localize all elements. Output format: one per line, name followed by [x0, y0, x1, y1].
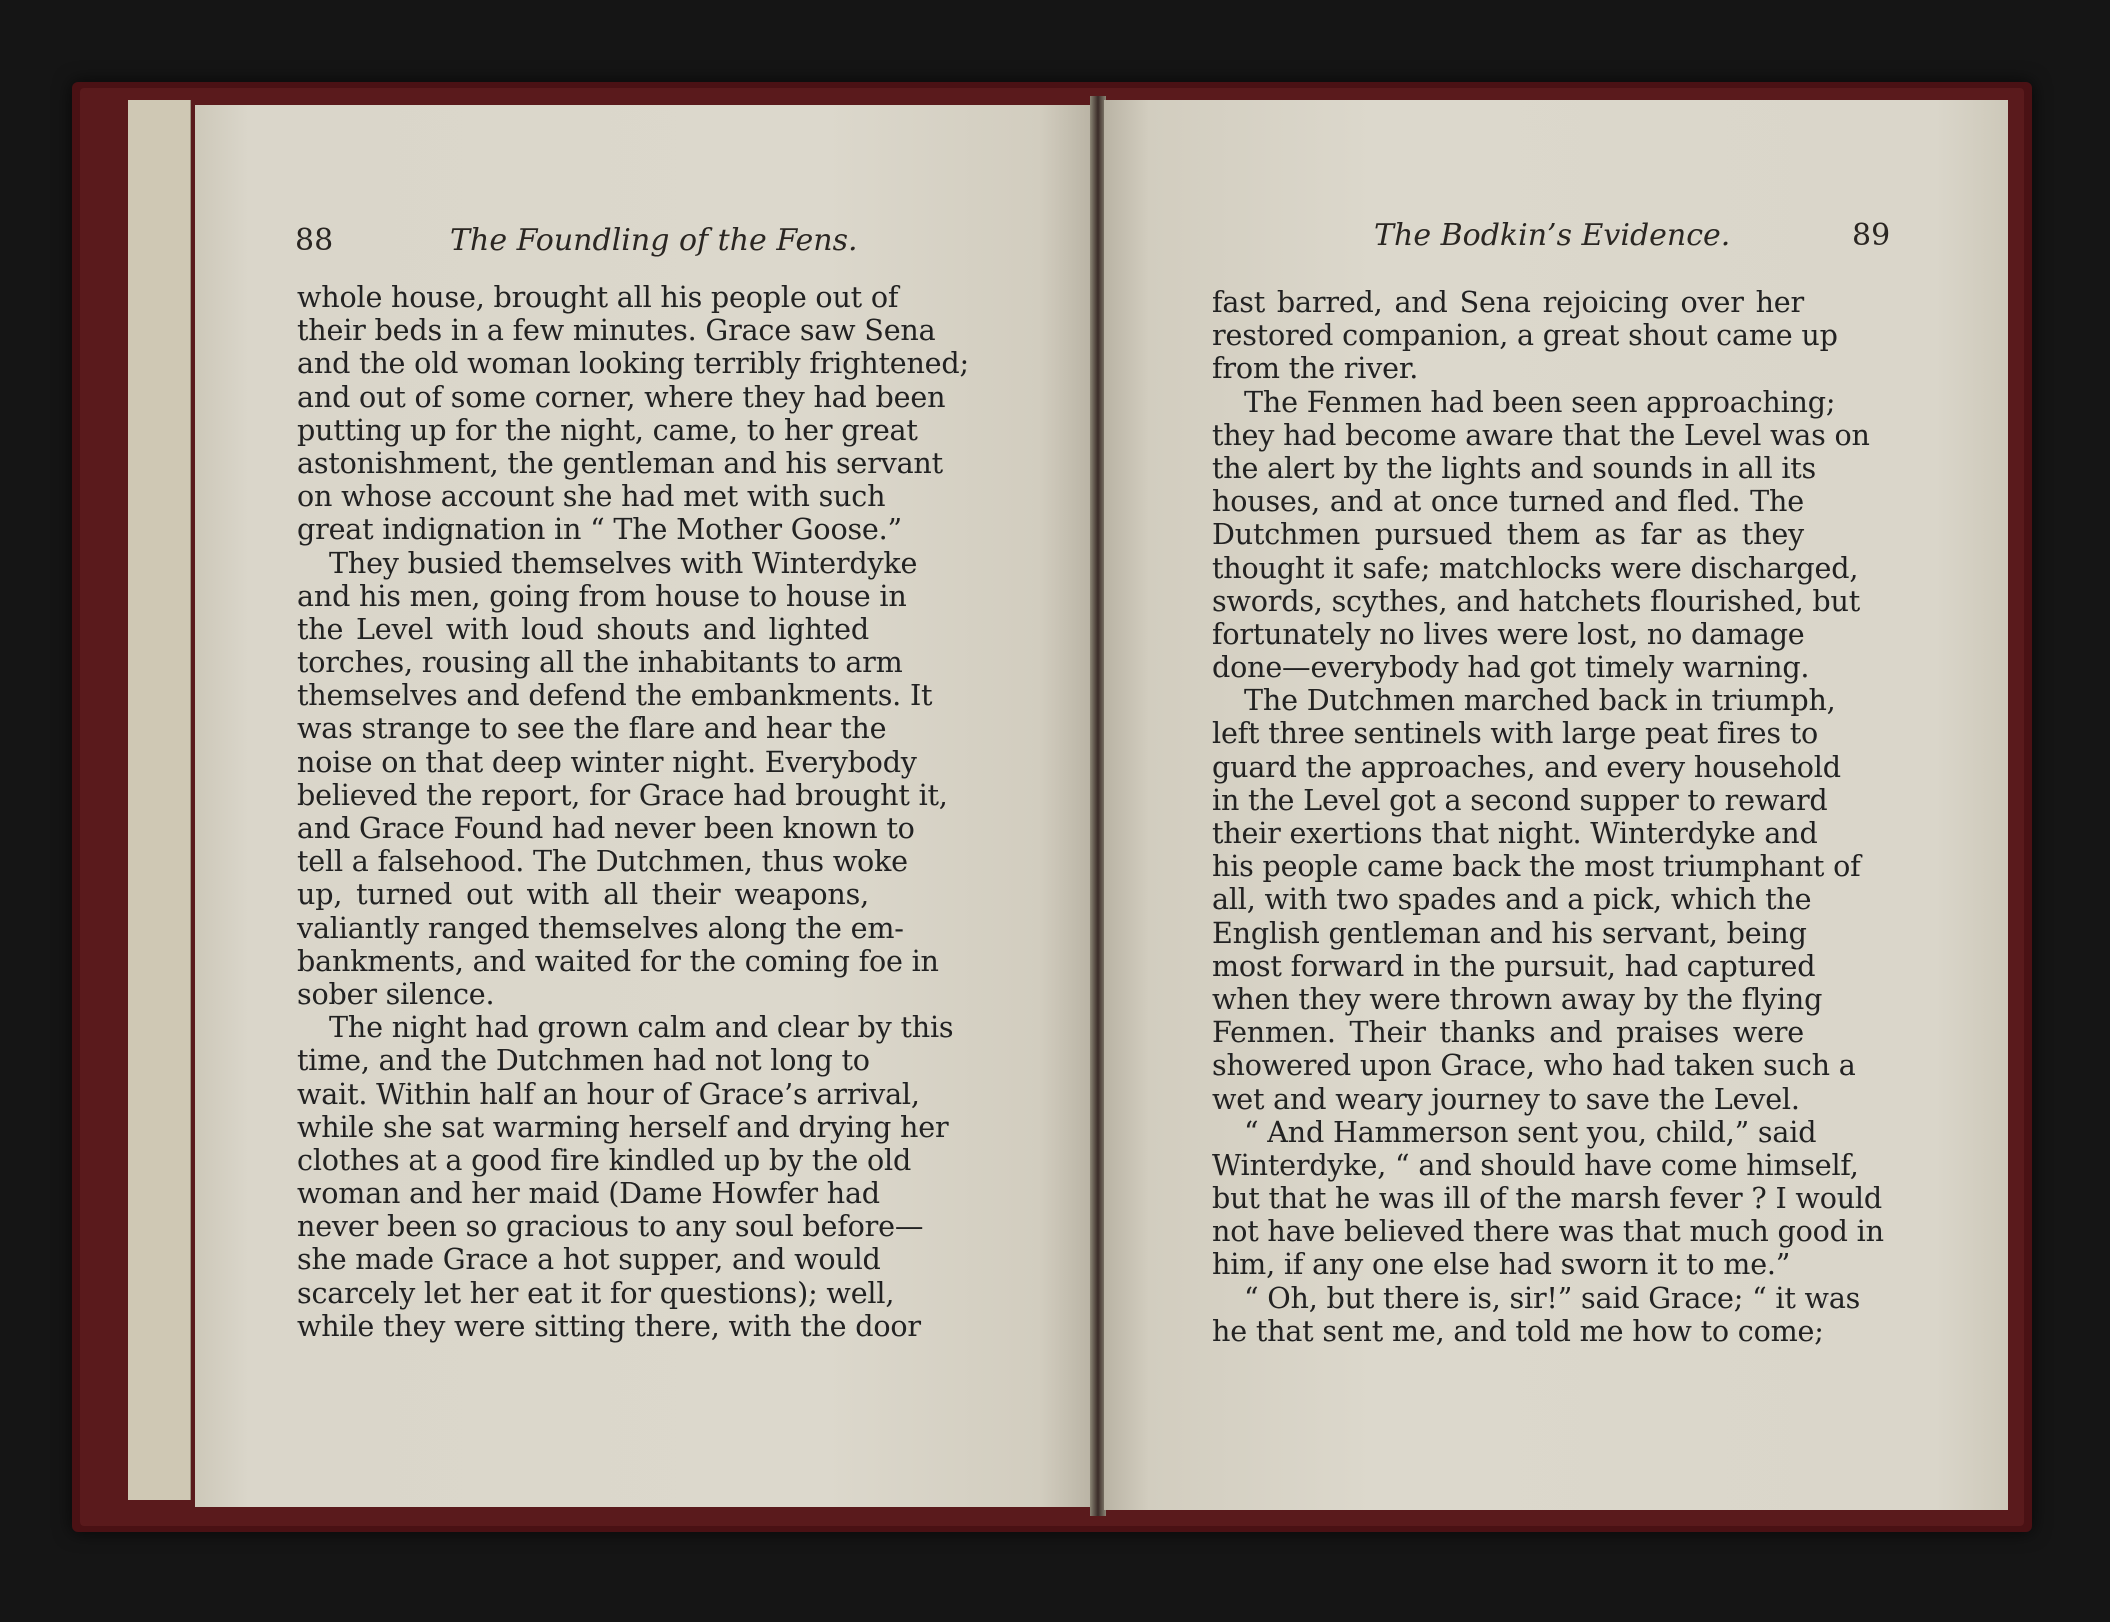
- text-line: The Dutchmen marched back in triumph,: [1244, 683, 1836, 718]
- text-line: scarcely let her eat it for questions); well,: [297, 1275, 895, 1310]
- text-line: and the old woman looking terribly frightened;: [297, 346, 969, 381]
- text-line: left three sentinels with large peat fires to: [1212, 716, 1819, 751]
- text-line: wet and weary journey to save the Level.: [1212, 1081, 1800, 1116]
- text-line: their exertions that night. Winterdyke and: [1212, 816, 1818, 850]
- text-line: the alert by the lights and sounds in all its: [1212, 450, 1817, 485]
- text-line: while they were sitting there, with the door: [297, 1308, 921, 1343]
- left-page: [195, 105, 1093, 1507]
- text-line: his people came back the most triumphant of: [1212, 849, 1861, 884]
- text-line: noise on that deep winter night. Everybody: [297, 744, 917, 779]
- right-running-title: The Bodkin’s Evidence.: [1374, 218, 1731, 253]
- text-line: and his men, going from house to house in: [297, 578, 907, 613]
- right-page-text: [1212, 285, 1884, 1348]
- text-line: Fenmen. Their thanks and praises were: [1212, 1015, 1804, 1050]
- text-line: from the river.: [1212, 351, 1419, 386]
- left-page-number: 88: [295, 223, 334, 258]
- text-line: houses, and at once turned and fled. The: [1212, 484, 1804, 519]
- text-line: he that sent me, and told me how to come;: [1212, 1313, 1824, 1348]
- text-line: the Level with loud shouts and lighted: [297, 611, 869, 646]
- text-line: valiantly ranged themselves along the em-: [297, 910, 904, 945]
- text-line: thought it safe; matchlocks were discharged,: [1212, 550, 1859, 585]
- text-line: on whose account she had met with such: [297, 479, 886, 514]
- text-line: guard the approaches, and every household: [1212, 749, 1841, 784]
- text-line: when they were thrown away by the flying: [1212, 981, 1823, 1016]
- text-line: and Grace Found had never been known to: [297, 811, 915, 845]
- right-page-number: 89: [1852, 218, 1891, 253]
- text-line: putting up for the night, came, to her great: [297, 412, 918, 447]
- text-line: done—everybody had got timely warning.: [1212, 650, 1810, 685]
- text-line: up, turned out with all their weapons,: [297, 877, 869, 912]
- text-line: whole house, brought all his people out of: [297, 280, 899, 314]
- text-line: They busied themselves with Winterdyke: [329, 545, 918, 580]
- text-line: not have believed there was that much good in: [1212, 1214, 1884, 1249]
- text-line: showered upon Grace, who had taken such a: [1212, 1048, 1856, 1083]
- text-line: and out of some corner, where they had been: [297, 379, 946, 414]
- text-line: their beds in a few minutes. Grace saw Sena: [297, 313, 936, 348]
- text-line: swords, scythes, and hatchets flourished, but: [1212, 583, 1861, 618]
- text-line: was strange to see the flare and hear the: [297, 711, 887, 746]
- text-line: wait. Within half an hour of Grace’s arrival,: [297, 1076, 920, 1111]
- text-line: she made Grace a hot supper, and would: [297, 1242, 881, 1277]
- text-line: they had become aware that the Level was on: [1212, 417, 1870, 452]
- text-line: believed the report, for Grace had brought it,: [297, 777, 948, 812]
- text-line: great indignation in “ The Mother Goose.”: [297, 512, 902, 547]
- right-running-head: [1104, 218, 2008, 258]
- text-line: Winterdyke, “ and should have come himself,: [1212, 1147, 1859, 1182]
- text-line: time, and the Dutchmen had not long to: [297, 1043, 870, 1078]
- text-line: clothes at a good fire kindled up by the old: [297, 1142, 912, 1177]
- right-page: [1104, 100, 2008, 1510]
- text-line: fast barred, and Sena rejoicing over her: [1212, 285, 1804, 319]
- text-line: English gentleman and his servant, being: [1212, 915, 1807, 950]
- text-line: him, if any one else had sworn it to me.”: [1212, 1247, 1791, 1282]
- page-edge-leaf: [176, 100, 191, 1500]
- text-line: all, with two spades and a pick, which the: [1212, 882, 1812, 917]
- text-line: restored companion, a great shout came up: [1212, 318, 1838, 353]
- text-line: “ And Hammerson sent you, child,” said: [1244, 1114, 1817, 1149]
- text-line: themselves and defend the embankments. It: [297, 678, 933, 713]
- text-line: The Fenmen had been seen approaching;: [1244, 384, 1836, 419]
- text-line: never been so gracious to any soul before—: [297, 1209, 924, 1244]
- text-line: astonishment, the gentleman and his servant: [297, 445, 943, 480]
- text-line: woman and her maid (Dame Howfer had: [297, 1176, 880, 1211]
- text-line: in the Level got a second supper to reward: [1212, 782, 1828, 817]
- text-line: bankments, and waited for the coming foe in: [297, 943, 939, 978]
- left-running-head: [195, 223, 1093, 263]
- text-line: tell a falsehood. The Dutchmen, thus woke: [297, 844, 908, 879]
- text-line: Dutchmen pursued them as far as they: [1212, 517, 1804, 552]
- left-running-title: The Foundling of the Fens.: [450, 223, 858, 258]
- text-line: The night had grown calm and clear by this: [329, 1010, 954, 1045]
- text-line: sober silence.: [297, 976, 495, 1011]
- text-line: but that he was ill of the marsh fever ? I would: [1212, 1181, 1882, 1216]
- text-line: most forward in the pursuit, had captured: [1212, 948, 1816, 983]
- text-line: torches, rousing all the inhabitants to arm: [297, 645, 903, 680]
- text-line: fortunately no lives were lost, no damage: [1212, 616, 1805, 651]
- text-line: while she sat warming herself and drying her: [297, 1109, 949, 1144]
- text-line: “ Oh, but there is, sir!” said Grace; “ it was: [1244, 1280, 1861, 1315]
- left-page-text: [297, 280, 969, 1343]
